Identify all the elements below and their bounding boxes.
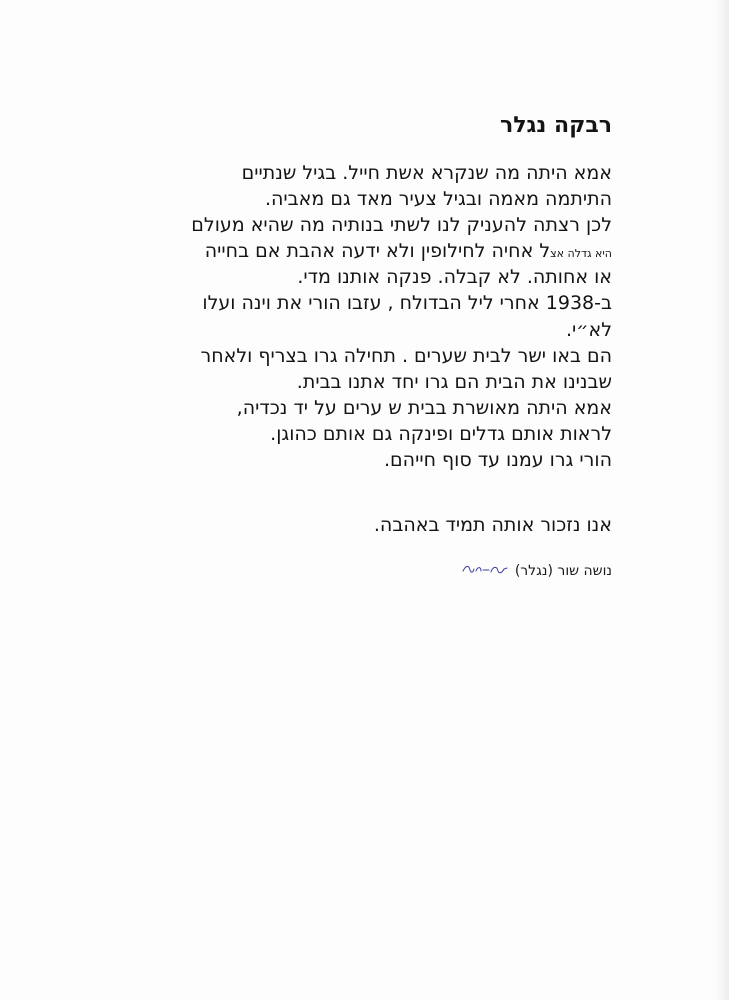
body-line-1: אמא היתה מה שנקרא אשת חייל. בגיל שנתיים [241,162,612,184]
body-line-10: אמא היתה מאושרת בבית ש ערים על יד נכדיה, [236,396,612,419]
body-line-9: שבנינו את הבית הם גרו יחד אתנו בבית. [296,370,612,393]
body-line-7: לא״י. [565,318,612,341]
body-line-4-small-insert: היא גדלה אצ [550,247,612,261]
body-line-8: הם באו ישר לבית שערים . תחילה גרו בצריף ולאחר [200,344,612,367]
body-line-6: ב-1938 אחרי ליל הבדולח , עזבו הורי את וינה ועלו [202,292,612,315]
letter-body [191,160,612,473]
body-line-5: או אחותה. לא קבלה. פנקה אותנו מדי. [297,266,612,289]
body-line-4-text: ל אחיה לחילופין ולא ידעה אהבת אם בחייה [204,240,551,263]
scan-edge-shadow [715,0,729,1000]
body-line-2: התיתמה מאמה ובגיל צעיר מאד גם מאביה. [264,188,612,211]
body-line-11: לראות אותם גדלים ופינקה גם אותם כהוגן. [270,422,612,445]
document-title: רבקה נגלר [500,113,612,138]
body-line-12: הורי גרו עמנו עד סוף חייהם. [384,449,612,472]
signature-name: נושה שור (נגלר) [514,563,612,579]
body-line-4 [191,238,612,264]
closing-line: אנו נזכור אותה תמיד באהבה. [373,514,612,536]
handwritten-signature [461,563,509,575]
body-line-3: לכן רצתה להעניק לנו לשתי בנותיה מה שהיא מעולם [191,214,612,237]
signature-row [461,563,612,579]
